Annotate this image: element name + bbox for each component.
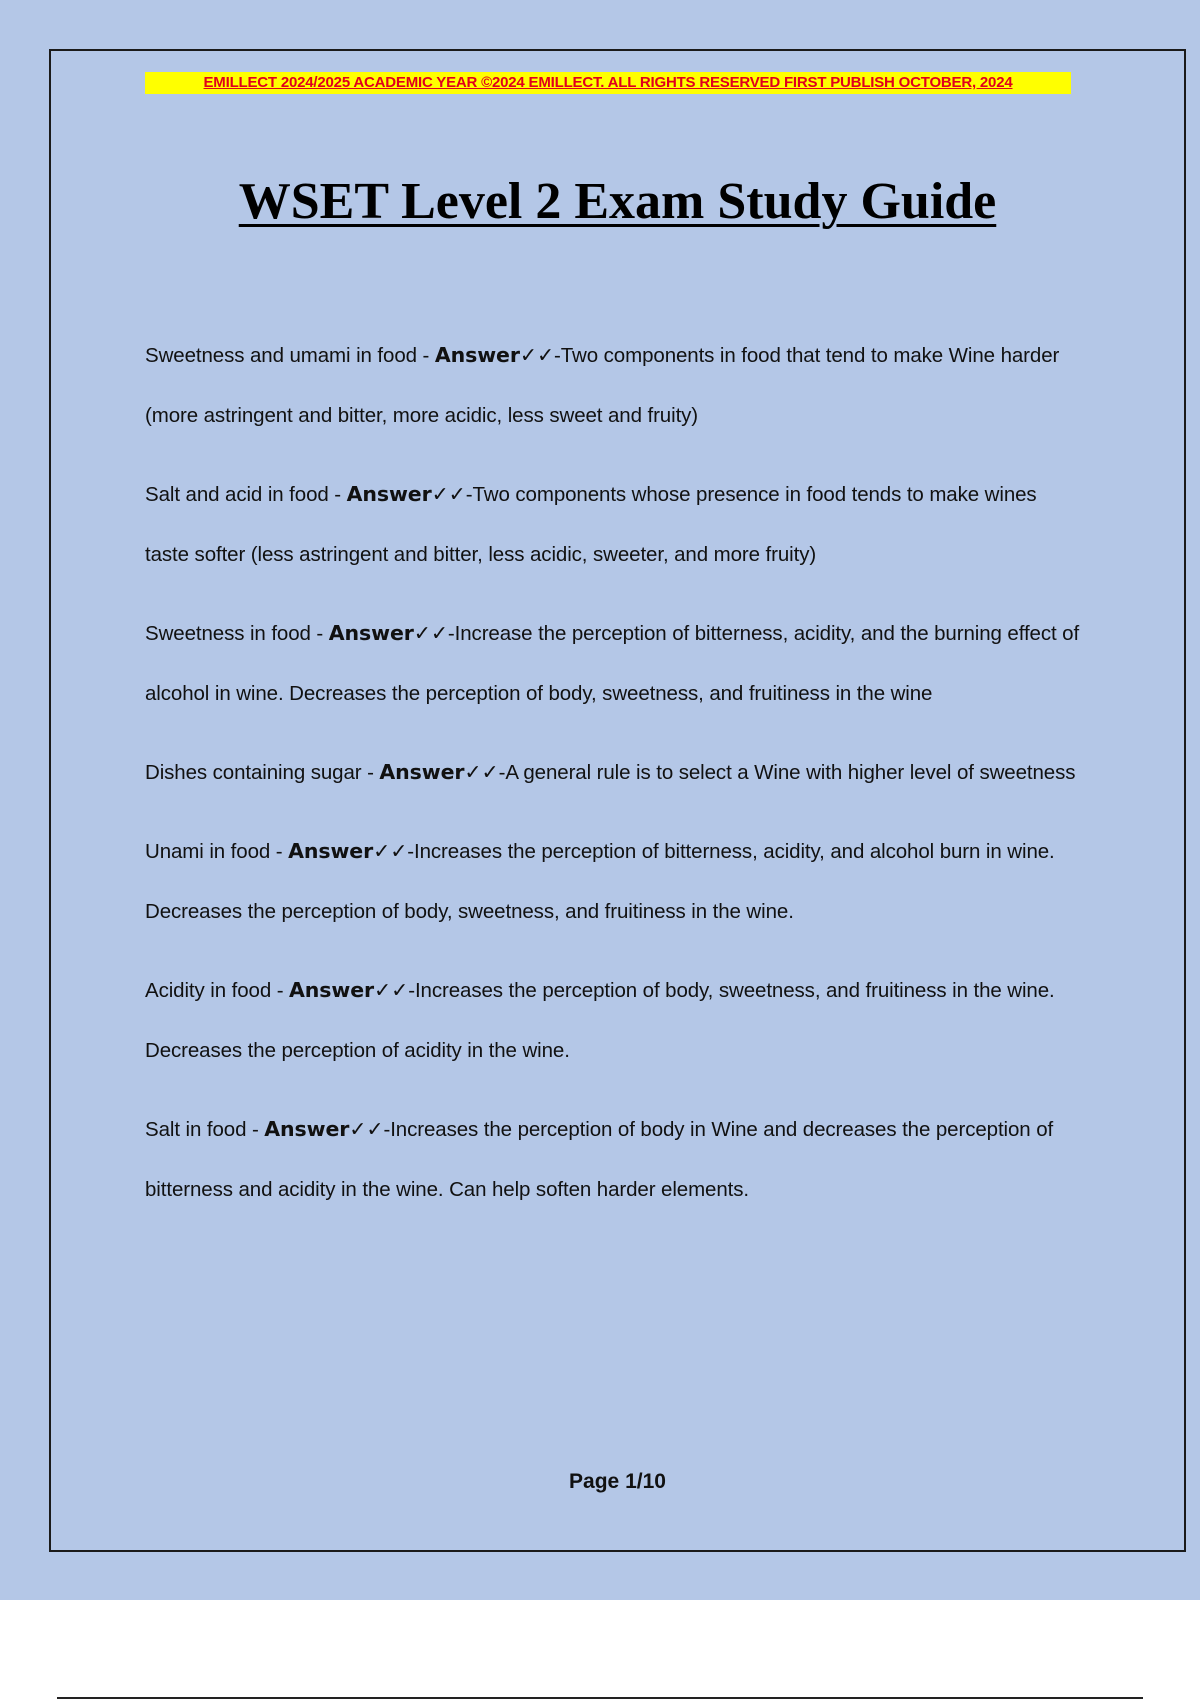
qa-item: Unami in food - Answer✓✓-Increases the perception of bitterness, acidity, and alcohol burn in wine. Decreases the perception of body, sweetness, and fruitiness in the wine. bbox=[145, 839, 1055, 923]
qa-term: Salt in food bbox=[145, 1118, 247, 1141]
answer-marker: Answer✓✓ bbox=[346, 482, 466, 506]
answer-marker: Answer✓✓ bbox=[264, 1117, 384, 1141]
copyright-banner: EMILLECT 2024/2025 ACADEMIC YEAR ©2024 EMILLECT. ALL RIGHTS RESERVED FIRST PUBLISH OCTOBER, 2024 bbox=[145, 72, 1071, 94]
qa-item: Sweetness in food - Answer✓✓-Increase the perception of bitterness, acidity, and the burning effect of alcohol in wine. Decreases the perception of body, sweetness, and fruitiness in the wine bbox=[145, 621, 1080, 705]
qa-term: Acidity in food bbox=[145, 979, 272, 1002]
qa-list bbox=[145, 325, 1080, 1238]
qa-item: Salt and acid in food - Answer✓✓-Two components whose presence in food tends to make wines taste softer (less astringent and bitter, less acidic, sweeter, and more fruity) bbox=[145, 482, 1037, 566]
document-title: WSET Level 2 Exam Study Guide bbox=[238, 173, 997, 230]
qa-term: Sweetness and umami in food bbox=[145, 344, 417, 367]
qa-item: Sweetness and umami in food - Answer✓✓-Two components in food that tend to make Wine harder (more astringent and bitter, more acidic, less sweet and fruity) bbox=[145, 343, 1060, 427]
answer-marker: Answer✓✓ bbox=[288, 839, 408, 863]
qa-item: Dishes containing sugar - Answer✓✓-A general rule is to select a Wine with higher level of sweetness bbox=[145, 760, 1076, 784]
qa-answer: Increases the perception of body in Wine and decreases the perception of bitterness and acidity in the wine. Can help soften harder elements. bbox=[145, 1118, 1054, 1201]
answer-marker: Answer✓✓ bbox=[328, 621, 448, 645]
answer-marker: Answer✓✓ bbox=[379, 760, 499, 784]
qa-term: Salt and acid in food bbox=[145, 483, 329, 506]
qa-answer: Two components whose presence in food tends to make wines taste softer (less astringent and bitter, less acidic, sweeter, and more fruity) bbox=[145, 483, 1037, 566]
qa-answer: A general rule is to select a Wine with higher level of sweetness bbox=[505, 761, 1076, 784]
qa-answer: Increase the perception of bitterness, acidity, and the burning effect of alcohol in wine. Decreases the perception of body, sweetness, and fruitiness in the wine bbox=[145, 622, 1080, 705]
page-number: Page 1/10 bbox=[569, 1470, 666, 1493]
qa-answer: Two components in food that tend to make Wine harder (more astringent and bitter, more acidic, less sweet and fruity) bbox=[145, 344, 1060, 427]
qa-answer: Increases the perception of bitterness, acidity, and alcohol burn in wine. Decreases the perception of body, sweetness, and fruitiness in the wine. bbox=[145, 840, 1055, 923]
qa-answer: Increases the perception of body, sweetness, and fruitiness in the wine. Decreases the perception of acidity in the wine. bbox=[145, 979, 1055, 1062]
answer-marker: Answer✓✓ bbox=[289, 978, 409, 1002]
footer-divider bbox=[57, 1697, 1143, 1699]
answer-marker: Answer✓✓ bbox=[434, 343, 555, 367]
qa-item: Acidity in food - Answer✓✓-Increases the perception of body, sweetness, and fruitiness in the wine. Decreases the perception of acidity in the wine. bbox=[145, 978, 1055, 1062]
qa-item: Salt in food - Answer✓✓-Increases the perception of body in Wine and decreases the perception of bitterness and acidity in the wine. Can help soften harder elements. bbox=[145, 1117, 1054, 1201]
qa-term: Unami in food bbox=[145, 840, 271, 863]
qa-term: Dishes containing sugar bbox=[145, 761, 362, 784]
qa-term: Sweetness in food bbox=[145, 622, 311, 645]
